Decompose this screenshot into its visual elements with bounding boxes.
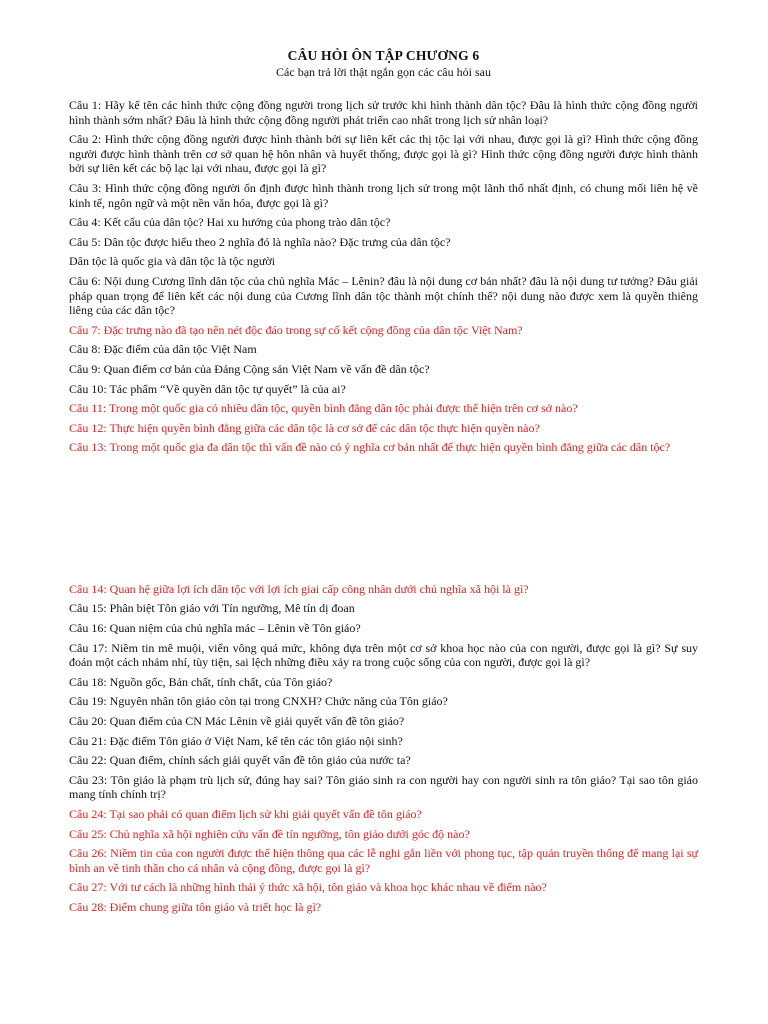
question-item: Câu 4: Kết cấu của dân tộc? Hai xu hướng của phong trào dân tộc? — [69, 215, 391, 230]
question-item: Câu 10: Tác phẩm “Về quyền dân tộc tự quyết” là của ai? — [69, 381, 346, 396]
question-item: Câu 14: Quan hệ giữa lợi ích dân tộc với lợi ích giai cấp công nhân dưới chủ nghĩa xã hội là gì? — [69, 581, 529, 596]
blank-space — [69, 460, 698, 582]
question-list-part-1 — [69, 98, 698, 455]
document-subtitle: Các bạn trả lời thật ngắn gọn các câu hỏi sau — [276, 65, 491, 79]
document-title: CÂU HỎI ÔN TẬP CHƯƠNG 6 — [287, 48, 480, 63]
question-item: Câu 7: Đặc trưng nào đã tạo nên nét độc đáo trong sự cố kết cộng đồng của dân tộc Việt Nam? — [69, 322, 523, 337]
question-list-part-2 — [69, 582, 698, 915]
question-item: Câu 23: Tôn giáo là phạm trù lịch sử, đúng hay sai? Tôn giáo sinh ra con người hay con người sinh ra tôn giáo? Tại sao tôn giáo mang tính chính trị? — [69, 772, 698, 802]
question-item: Câu 2: Hình thức cộng đồng người được hình thành bởi sự liên kết các thị tộc lại với nhau, được gọi là gì? Hình thức cộng đồng người được hình thành trên cơ sở quan hệ hôn nhân và huyết thống, được gọi là gì? Hình thức cộng đồng người được hình thành bởi sự liên kết các bộ lạc lại với nhau, được gọi là gì? — [69, 132, 698, 176]
question-item: Câu 1: Hãy kể tên các hình thức cộng đồng người trong lịch sử trước khi hình thành dân tộc? Đâu là hình thức cộng đồng người hình thành sớm nhất? Đâu là hình thức cộng đồng người phát triển cao nhất trong lịch sử nhân loại? — [69, 98, 698, 127]
question-item: Câu 28: Điểm chung giữa tôn giáo và triết học là gì? — [69, 899, 322, 914]
question-item: Câu 22: Quan điểm, chính sách giải quyết vấn đề tôn giáo của nước ta? — [69, 753, 411, 768]
question-item: Câu 19: Nguyên nhân tôn giáo còn tại trong CNXH? Chức năng của Tôn giáo? — [69, 694, 448, 709]
question-item: Câu 26: Niềm tin của con người được thể hiện thông qua các lễ nghi gắn liền với phong tục, tập quán truyền thống để mang lại sự bình an về tinh thần cho cá nhân và cộng đồng, được gọi là gì? — [69, 846, 698, 875]
question-item: Câu 13: Trong một quốc gia đa dân tộc thì vấn đề nào có ý nghĩa cơ bản nhất để thực hiện quyền bình đẳng giữa các dân tộc? — [69, 440, 671, 455]
question-item: Câu 21: Đặc điểm Tôn giáo ở Việt Nam, kể tên các tôn giáo nội sinh? — [69, 733, 403, 748]
question-item: Câu 3: Hình thức cộng đồng người ổn định được hình thành trong lịch sử trong một lãnh thổ nhất định, có chung mối liên hệ về kinh tế, ngôn ngữ và một nền văn hóa, được gọi là gì? — [69, 180, 698, 210]
question-item: Câu 12: Thực hiện quyền bình đẳng giữa các dân tộc là cơ sở để các dân tộc thực hiện quyền nào? — [69, 420, 540, 435]
question-item: Câu 6: Nội dung Cương lĩnh dân tộc của chủ nghĩa Mác – Lênin? đâu là nội dung cơ bản nhất? đâu là nội dung tư tưởng? Đâu giải pháp quan trọng để liên kết các nội dung của Cương lĩnh dân tộc thành một chính thể? nội dung nào được xem là quyền thiêng liêng của các dân tộc? — [69, 273, 698, 318]
question-item: Câu 9: Quan điểm cơ bản của Đảng Cộng sản Việt Nam về vấn đề dân tộc? — [69, 361, 430, 376]
question-item: Câu 5: Dân tộc được hiểu theo 2 nghĩa đó là nghĩa nào? Đặc trưng của dân tộc? — [69, 234, 451, 249]
question-item: Câu 16: Quan niệm của chủ nghĩa mác – Lênin về Tôn giáo? — [69, 621, 361, 636]
question-item: Câu 11: Trong một quốc gia có nhiều dân tộc, quyền bình đẳng dân tộc phải được thể hiện trên cơ sở nào? — [69, 401, 578, 416]
question-item: Câu 25: Chủ nghĩa xã hội nghiên cứu vấn đề tín ngưỡng, tôn giáo dưới góc độ nào? — [69, 826, 470, 841]
question-item: Câu 17: Niềm tin mê muội, viển vông quá mức, không dựa trên một cơ sở khoa học nào của con người, được gọi là gì? Sự suy đoán một cách nhảm nhí, tùy tiện, sai lệch những điều xảy ra trong cuộc sống của con người, được gọi là gì? — [69, 640, 698, 670]
question-item: Câu 8: Đặc điểm của dân tộc Việt Nam — [69, 342, 257, 357]
question-item: Câu 15: Phân biệt Tôn giáo với Tín ngưỡng, Mê tín dị đoan — [69, 601, 355, 616]
question-item: Câu 24: Tại sao phải có quan điểm lịch sử khi giải quyết vấn đề tôn giáo? — [69, 807, 422, 821]
question-item: Câu 20: Quan điểm của CN Mác Lênin về giải quyết vấn đề tôn giáo? — [69, 714, 405, 729]
question-item: Dân tộc là quốc gia và dân tộc là tộc người — [69, 254, 276, 269]
question-item: Câu 27: Với tư cách là những hình thái ý thức xã hội, tôn giáo và khoa học khác nhau về điểm nào? — [69, 880, 547, 895]
question-item: Câu 18: Nguồn gốc, Bản chất, tính chất, của Tôn giáo? — [69, 674, 333, 689]
